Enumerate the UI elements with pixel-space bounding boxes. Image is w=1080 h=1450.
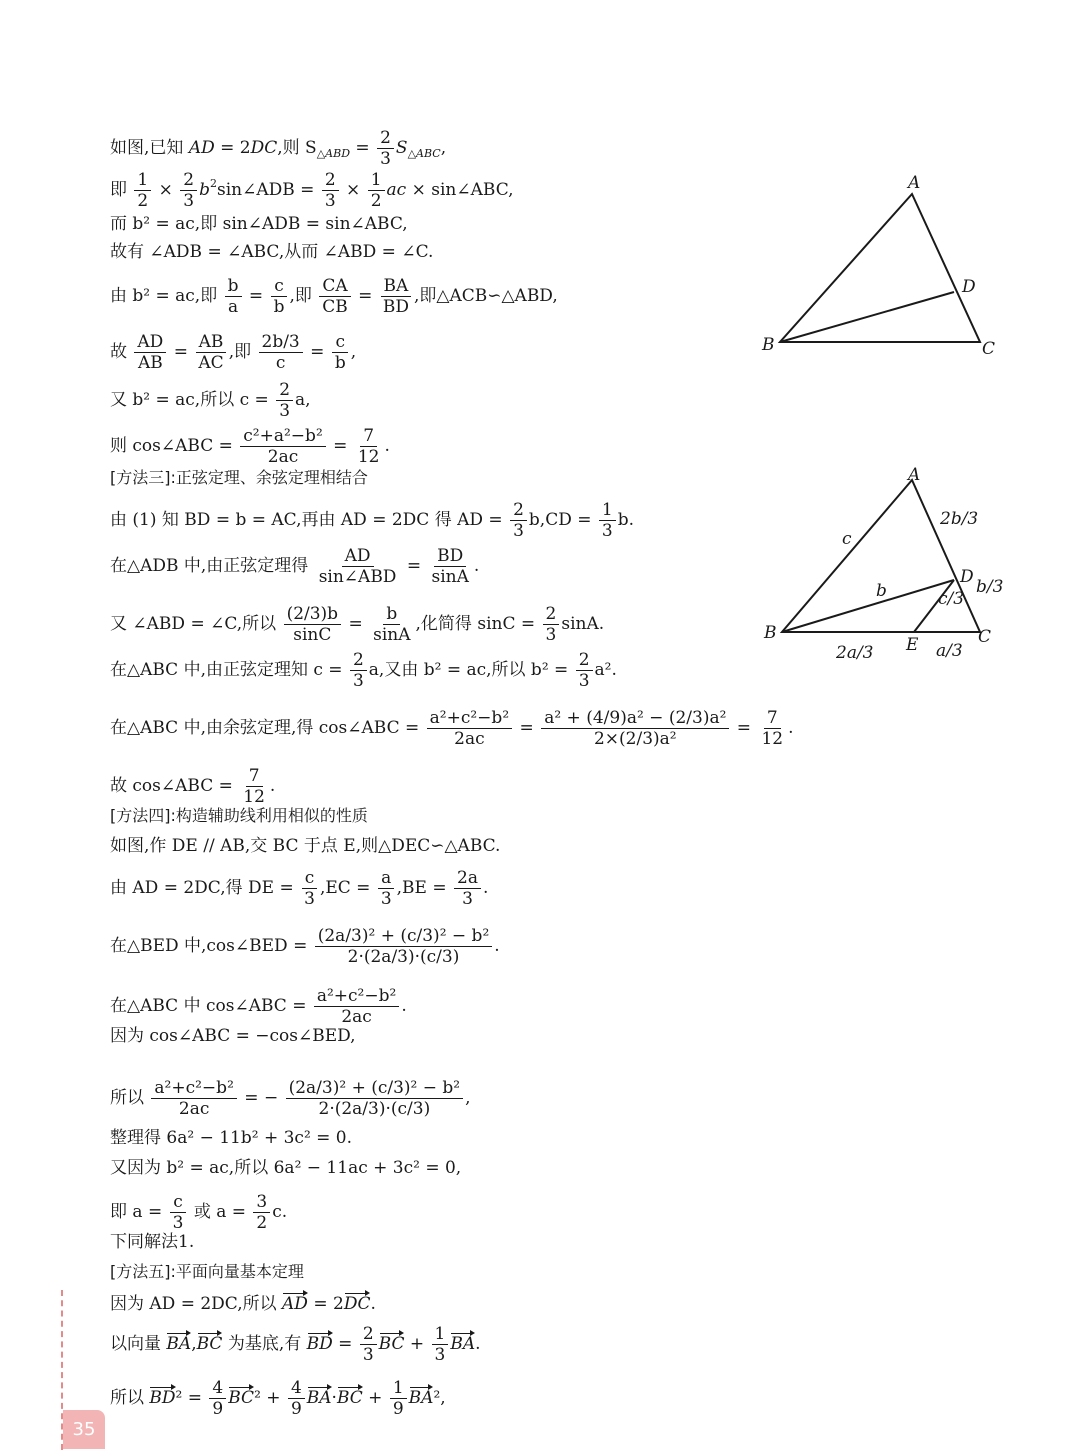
- fraction-a-3: $\frac{a}{3}$: [378, 868, 395, 909]
- page-number: 35: [72, 1419, 96, 1440]
- fraction-1-3: $\frac{1}{3}$: [432, 1324, 449, 1365]
- fraction-1-9: $\frac{1}{9}$: [390, 1378, 407, 1419]
- fraction-b-sinA: $\frac{b}{\sin A}$: [373, 604, 411, 645]
- fraction-AB-AC: $\frac{AB}{AC}$: [195, 332, 226, 373]
- fraction-BA-BD: $\frac{BA}{BD}$: [380, 276, 412, 317]
- fraction-7-12: $\frac{7}{12}$: [243, 766, 265, 807]
- line-1: 如图,已知 AD = 2DC,则 $S_{\triangle ABD}$ = $\frac{2}{3}$ $S_{\triangle ABC}$,: [110, 128, 447, 169]
- figure-2-triangle: [760, 462, 1004, 682]
- label-d: D: [960, 567, 974, 587]
- triangle-abc: [782, 480, 980, 632]
- fraction-1-2: $\frac{1}{2}$: [368, 170, 385, 211]
- method-3-title: [方法三]:正弦定理、余弦定理相结合: [110, 468, 368, 487]
- segment-bd: [782, 580, 954, 632]
- fraction-cos2: $\frac{\text{a²+c²−b²}}{2ac}$: [151, 1078, 236, 1119]
- fraction-cos-num: $\frac{\text{a² + (4/9)a² − (2/3)a²}}{\text{2×(2/3)a²}}$: [541, 708, 729, 749]
- label-side-c: c: [842, 529, 852, 549]
- fraction-bed: $\frac{\text{(2a/3)² + (c/3)² − b²}}{2\cdot(2a/3)\cdot(c/3)}$: [286, 1078, 464, 1119]
- label-c: C: [978, 627, 992, 647]
- fraction-2-3: $\frac{2}{3}$: [276, 380, 293, 421]
- fraction-2-3: $\frac{2}{3}$: [322, 170, 339, 211]
- line-7: 又 b² = ac,所以 c = $\frac{2}{3}$ a,: [110, 380, 311, 421]
- line-18: 在△ABC 中 cos∠ABC = $\frac{\text{a²+c²−b²}}{2ac}$ .: [110, 986, 407, 1027]
- line-21: 整理得 6a² − 11b² + 3c² = 0.: [110, 1128, 353, 1148]
- line-16: 由 AD = 2DC,得 DE = $\frac{c}{3}$ ,EC = $\frac{a}{3}$ ,BE = $\frac{2a}{3}$ .: [110, 868, 489, 909]
- fraction-AD-AB: $\frac{AD}{AB}$: [134, 332, 166, 373]
- fraction-c-b: $\frac{c}{b}$: [332, 332, 349, 373]
- line-27: 所以 BD² = $\frac{4}{9}$ BC² + $\frac{4}{9}$ BA·BC + $\frac{1}{9}$ BA²,: [110, 1378, 446, 1419]
- line-25: 因为 AD = 2DC,所以 AD = 2DC.: [110, 1294, 376, 1314]
- page-number-tab: [63, 1410, 105, 1449]
- fraction-AD-sinABD: $\frac{AD}{\text{sin∠ABD}}$: [318, 546, 397, 587]
- fraction-CA-CB: $\frac{CA}{CB}$: [319, 276, 351, 317]
- label-dc-b-3: b/3: [976, 577, 1004, 597]
- label-c: C: [982, 339, 996, 359]
- label-de-c-3: c/3: [938, 589, 965, 609]
- line-4: 故有 ∠ADB = ∠ABC,从而 ∠ABD = ∠C.: [110, 242, 434, 262]
- fraction-BD-sinA: $\frac{BD}{\sin A}$: [431, 546, 469, 587]
- triangle-abc: [780, 194, 980, 342]
- label-be-2a-3: 2a/3: [836, 643, 874, 663]
- label-a: A: [908, 465, 921, 485]
- label-b: B: [762, 335, 775, 355]
- line-3: 而 b² = ac,即 sin∠ADB = sin∠ABC,: [110, 214, 408, 234]
- line-5: 由 b² = ac,即 $\frac{b}{a}$ = $\frac{c}{b}$ ,即 $\frac{CA}{CB}$ = $\frac{BA}{BD}$ ,即△ACB∽△ABD,: [110, 276, 558, 317]
- fraction-4-9: $\frac{4}{9}$: [288, 1378, 305, 1419]
- fraction-7-12: $\frac{7}{12}$: [357, 426, 380, 467]
- fraction-cos: $\frac{\text{c²+a²−b²}}{2ac}$: [240, 426, 325, 467]
- fraction-23b-sinC: $\frac{(2/3)b}{\sin C}$: [284, 604, 342, 645]
- label-a: A: [908, 173, 921, 193]
- label-d: D: [962, 277, 976, 297]
- line-24: 下同解法1.: [110, 1232, 195, 1252]
- line-9: 由 (1) 知 BD = b = AC,再由 AD = 2DC 得 AD = $\frac{2}{3}$ b,CD = $\frac{1}{3}$ b.: [110, 500, 635, 541]
- line-22: 又因为 b² = ac,所以 6a² − 11ac + 3c² = 0,: [110, 1158, 462, 1178]
- fraction-cos2: $\frac{\text{a²+c²−b²}}{2ac}$: [427, 708, 512, 749]
- line-10: 在△ADB 中,由正弦定理得 $\frac{AD}{\text{sin∠ABD}}$ = $\frac{BD}{\sin A}$ .: [110, 546, 480, 587]
- line-8: 则 cos∠ABC = $\frac{\text{c²+a²−b²}}{2ac}$ = $\frac{7}{12}$ .: [110, 426, 390, 467]
- label-e: E: [906, 635, 919, 655]
- label-b: B: [764, 623, 777, 643]
- fraction-c-3: $\frac{c}{3}$: [301, 868, 318, 909]
- fraction-1-3: $\frac{1}{3}$: [599, 500, 616, 541]
- fraction-2a-3: $\frac{2a}{3}$: [454, 868, 481, 909]
- fraction-7-12: $\frac{7}{12}$: [761, 708, 784, 749]
- label-ec-a-3: a/3: [936, 641, 963, 661]
- line-19: 因为 cos∠ABC = −cos∠BED,: [110, 1026, 356, 1046]
- fraction-b-a: $\frac{b}{a}$: [225, 276, 242, 317]
- fraction-2-3: $\frac{2}{3}$: [180, 170, 197, 211]
- fraction-c-3: $\frac{c}{3}$: [170, 1192, 187, 1233]
- line-23: 即 a = $\frac{c}{3}$ 或 a = $\frac{3}{2}$ c.: [110, 1192, 288, 1233]
- fraction-2-3: $\frac{2}{3}$: [377, 128, 394, 169]
- fraction-1-2: $\frac{1}{2}$: [134, 170, 151, 211]
- fraction-2b3-c: $\frac{2b/3}{c}$: [259, 332, 303, 373]
- line-15: 如图,作 DE // AB,交 BC 于点 E,则△DEC∽△ABC.: [110, 836, 501, 856]
- fraction-3-2: $\frac{3}{2}$: [253, 1192, 270, 1233]
- line-6: 故 $\frac{AD}{AB}$ = $\frac{AB}{AC}$ ,即 $\frac{2b/3}{c}$ = $\frac{c}{b}$ ,: [110, 332, 357, 373]
- fraction-4-9: $\frac{4}{9}$: [209, 1378, 226, 1419]
- label-ad-2b-3: 2b/3: [940, 509, 979, 529]
- figure-1-triangle: [760, 170, 1000, 370]
- fraction-2-3: $\frac{2}{3}$: [576, 650, 593, 691]
- fraction-bed: $\frac{\text{(2a/3)² + (c/3)² − b²}}{2\cdot(2a/3)\cdot(c/3)}$: [315, 926, 493, 967]
- method-4-title: [方法四]:构造辅助线利用相似的性质: [110, 806, 368, 825]
- line-26: 以向量 BA,BC 为基底,有 BD = $\frac{2}{3}$ BC + $\frac{1}{3}$ BA.: [110, 1324, 481, 1365]
- fraction-c-b: $\frac{c}{b}$: [271, 276, 288, 317]
- segment-bd: [780, 292, 954, 342]
- line-2: 即 $\frac{1}{2}$ × $\frac{2}{3}$ $b^2\sin\angle ADB$ = $\frac{2}{3}$ × $\frac{1}{2}$ ac × sin∠ABC,: [110, 170, 514, 211]
- method-5-title: [方法五]:平面向量基本定理: [110, 1262, 304, 1281]
- line-17: 在△BED 中,cos∠BED = $\frac{\text{(2a/3)² + (c/3)² − b²}}{2\cdot(2a/3)\cdot(c/3)}$ .: [110, 926, 500, 967]
- fraction-2-3: $\frac{2}{3}$: [510, 500, 527, 541]
- label-side-b: b: [876, 581, 887, 601]
- line-20: 所以 $\frac{\text{a²+c²−b²}}{2ac}$ = − $\frac{\text{(2a/3)² + (c/3)² − b²}}{2\cdot(2a/3)\cdot(c/3)}$ ,: [110, 1078, 471, 1119]
- line-14: 故 cos∠ABC = $\frac{7}{12}$ .: [110, 766, 276, 807]
- line-13: 在△ABC 中,由余弦定理,得 cos∠ABC = $\frac{\text{a²+c²−b²}}{2ac}$ = $\frac{\text{a² + (4/9)a² − (2/3)a²}}{\text{2×(2/3)a²}}$ = $\frac{7}{12}$ .: [110, 708, 794, 749]
- line-11: 又 ∠ABD = ∠C,所以 $\frac{(2/3)b}{\sin C}$ = $\frac{b}{\sin A}$ ,化简得 sinC = $\frac{2}{3}$ sinA.: [110, 604, 605, 645]
- fraction-cos2: $\frac{\text{a²+c²−b²}}{2ac}$: [314, 986, 399, 1027]
- fraction-2-3: $\frac{2}{3}$: [543, 604, 560, 645]
- fraction-2-3: $\frac{2}{3}$: [360, 1324, 377, 1365]
- fraction-2-3: $\frac{2}{3}$: [350, 650, 367, 691]
- line-12: 在△ABC 中,由正弦定理知 c = $\frac{2}{3}$ a,又由 b² = ac,所以 b² = $\frac{2}{3}$ a².: [110, 650, 617, 691]
